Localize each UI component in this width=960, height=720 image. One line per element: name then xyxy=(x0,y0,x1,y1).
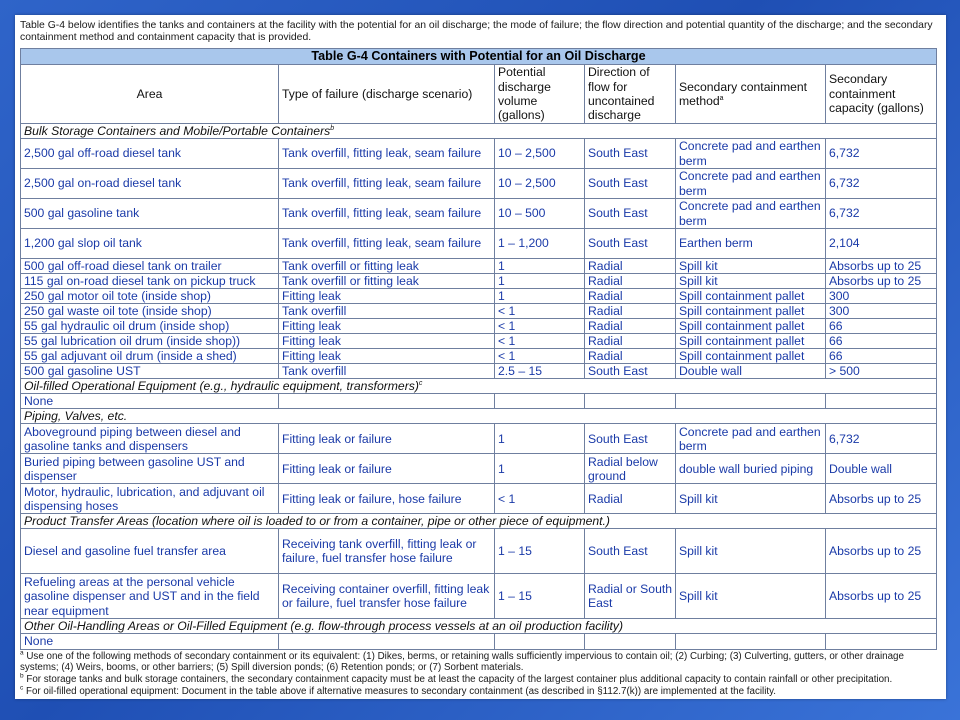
table-row xyxy=(21,349,937,364)
cell-method: Spill containment pallet xyxy=(676,319,826,334)
cell-capacity: 6,732 xyxy=(826,139,937,169)
footnote-text: For storage tanks and bulk storage containers, the secondary containment capacity must be at least the capacity of the largest container plus additional capacity to contain rainfall or other precipitation. xyxy=(23,674,893,685)
cell-failure: Fitting leak xyxy=(279,289,495,304)
cell-capacity: 6,732 xyxy=(826,169,937,199)
cell-method: Spill kit xyxy=(676,529,826,574)
cell-capacity: 66 xyxy=(826,349,937,364)
cell-volume: < 1 xyxy=(495,319,585,334)
cell-capacity: 2,104 xyxy=(826,229,937,259)
table-row xyxy=(21,274,937,289)
cell-method: Spill containment pallet xyxy=(676,349,826,364)
cell-volume: 1 xyxy=(495,454,585,484)
header-volume: Potential discharge volume (gallons) xyxy=(495,65,585,124)
footnote xyxy=(20,674,942,686)
cell-direction: Radial xyxy=(585,259,676,274)
cell-failure: Tank overfill xyxy=(279,304,495,319)
table-header-row xyxy=(21,65,937,124)
cell-method: Spill containment pallet xyxy=(676,334,826,349)
header-failure: Type of failure (discharge scenario) xyxy=(279,65,495,124)
section-title xyxy=(21,409,937,424)
cell-failure: Fitting leak xyxy=(279,349,495,364)
cell-direction: Radial xyxy=(585,289,676,304)
cell-volume: 1 – 15 xyxy=(495,529,585,574)
section-title-text: Bulk Storage Containers and Mobile/Portable Containers xyxy=(24,124,331,138)
section-footnote-mark: b xyxy=(330,124,335,132)
cell-volume: < 1 xyxy=(495,349,585,364)
header-method-text: Secondary containment method xyxy=(679,79,808,108)
cell-failure: Fitting leak or failure xyxy=(279,454,495,484)
header-capacity: Secondary containment capacity (gallons) xyxy=(826,65,937,124)
cell-capacity: Absorbs up to 25 xyxy=(826,274,937,289)
cell-failure: Tank overfill, fitting leak, seam failure xyxy=(279,139,495,169)
cell-direction: South East xyxy=(585,529,676,574)
cell-volume: < 1 xyxy=(495,484,585,514)
table-row xyxy=(21,529,937,574)
cell-direction: South East xyxy=(585,199,676,229)
cell-failure: Fitting leak or failure xyxy=(279,424,495,454)
cell-area: None xyxy=(21,394,279,409)
cell-failure: Tank overfill, fitting leak, seam failure xyxy=(279,199,495,229)
cell-area: Buried piping between gasoline UST and dispenser xyxy=(21,454,279,484)
cell-direction: Radial below ground xyxy=(585,454,676,484)
table-row xyxy=(21,484,937,514)
table-row xyxy=(21,259,937,274)
footnote-mark: c xyxy=(20,684,24,692)
cell-method: Double wall xyxy=(676,364,826,379)
cell-direction: Radial or South East xyxy=(585,574,676,619)
table-row xyxy=(21,424,937,454)
header-method xyxy=(676,65,826,124)
footnote-mark: a xyxy=(20,649,24,657)
footnotes xyxy=(20,651,942,697)
cell-direction: Radial xyxy=(585,334,676,349)
cell-area: 115 gal on-road diesel tank on pickup truck xyxy=(21,274,279,289)
cell-direction: Radial xyxy=(585,484,676,514)
cell-failure: Fitting leak xyxy=(279,319,495,334)
cell-failure: Fitting leak xyxy=(279,334,495,349)
cell-failure: Tank overfill xyxy=(279,364,495,379)
cell-area: 500 gal off-road diesel tank on trailer xyxy=(21,259,279,274)
cell-volume: < 1 xyxy=(495,304,585,319)
cell-capacity: 66 xyxy=(826,334,937,349)
cell-area: 55 gal lubrication oil drum (inside shop)) xyxy=(21,334,279,349)
cell-capacity: Double wall xyxy=(826,454,937,484)
table-row xyxy=(21,199,937,229)
section-title xyxy=(21,619,937,634)
cell-volume: 10 – 500 xyxy=(495,199,585,229)
cell-method: Spill containment pallet xyxy=(676,304,826,319)
document-page xyxy=(15,15,946,699)
cell-capacity: 300 xyxy=(826,304,937,319)
cell-failure: Receiving container overfill, fitting leak or failure, fuel transfer hose failure xyxy=(279,574,495,619)
cell-direction: South East xyxy=(585,169,676,199)
cell-failure: Tank overfill, fitting leak, seam failure xyxy=(279,229,495,259)
cell-capacity: Absorbs up to 25 xyxy=(826,484,937,514)
cell-capacity xyxy=(826,634,937,649)
cell-area: 500 gal gasoline tank xyxy=(21,199,279,229)
section-title-text: Piping, Valves, etc. xyxy=(24,409,128,424)
section-row xyxy=(21,514,937,529)
cell-method: Spill kit xyxy=(676,574,826,619)
cell-method: Spill kit xyxy=(676,259,826,274)
section-row xyxy=(21,619,937,634)
cell-failure: Fitting leak or failure, hose failure xyxy=(279,484,495,514)
cell-volume: 1 xyxy=(495,274,585,289)
cell-failure xyxy=(279,394,495,409)
table-caption: Table G-4 Containers with Potential for an Oil Discharge xyxy=(21,49,937,65)
cell-direction: South East xyxy=(585,229,676,259)
section-row xyxy=(21,124,937,139)
footnote-text: Use one of the following methods of secondary containment or its equivalent: (1) Dikes, berms, or retaining walls sufficiently impervious to contain oil; (2) Curbing; (3) Culverting, gutters, or other drainage systems; (4) Weirs, booms, or other barriers; (5) Spill diversion ponds; (6) Retention ponds; or (7) Sorbent materials. xyxy=(20,650,904,674)
footnote-mark: b xyxy=(20,672,24,680)
cell-volume: 10 – 2,500 xyxy=(495,169,585,199)
cell-capacity: Absorbs up to 25 xyxy=(826,529,937,574)
cell-failure xyxy=(279,634,495,649)
cell-method: Earthen berm xyxy=(676,229,826,259)
intro-paragraph: Table G-4 below identifies the tanks and containers at the facility with the potential for an oil discharge; the mode of failure; the flow direction and potential quantity of the discharge; and the secondary containment method and containment capacity that is provided. xyxy=(20,20,933,43)
cell-failure: Receiving tank overfill, fitting leak or failure, fuel transfer hose failure xyxy=(279,529,495,574)
cell-volume xyxy=(495,394,585,409)
cell-direction: Radial xyxy=(585,304,676,319)
section-title xyxy=(21,124,937,139)
cell-volume: 1 xyxy=(495,289,585,304)
cell-direction xyxy=(585,394,676,409)
section-title-text: Product Transfer Areas (location where oil is loaded to or from a container, pipe or other piece of equipment.) xyxy=(24,514,610,529)
table-row xyxy=(21,364,937,379)
table-row xyxy=(21,304,937,319)
cell-capacity: Absorbs up to 25 xyxy=(826,259,937,274)
cell-volume: 1 xyxy=(495,424,585,454)
cell-capacity xyxy=(826,394,937,409)
table-row xyxy=(21,334,937,349)
cell-area: None xyxy=(21,634,279,649)
cell-volume: 1 – 15 xyxy=(495,574,585,619)
cell-area: Motor, hydraulic, lubrication, and adjuvant oil dispensing hoses xyxy=(21,484,279,514)
cell-volume: < 1 xyxy=(495,334,585,349)
cell-volume xyxy=(495,634,585,649)
cell-direction: Radial xyxy=(585,319,676,334)
cell-method xyxy=(676,634,826,649)
cell-direction: Radial xyxy=(585,349,676,364)
cell-area: 2,500 gal on-road diesel tank xyxy=(21,169,279,199)
cell-capacity: 6,732 xyxy=(826,424,937,454)
cell-volume: 1 xyxy=(495,259,585,274)
cell-area: 55 gal hydraulic oil drum (inside shop) xyxy=(21,319,279,334)
cell-area: 250 gal motor oil tote (inside shop) xyxy=(21,289,279,304)
cell-area: 250 gal waste oil tote (inside shop) xyxy=(21,304,279,319)
cell-method: double wall buried piping xyxy=(676,454,826,484)
section-title-text: Oil-filled Operational Equipment (e.g., hydraulic equipment, transformers) xyxy=(24,379,419,393)
table-row xyxy=(21,574,937,619)
table-row xyxy=(21,454,937,484)
cell-capacity: 6,732 xyxy=(826,199,937,229)
table-row xyxy=(21,169,937,199)
cell-capacity: > 500 xyxy=(826,364,937,379)
cell-capacity: 66 xyxy=(826,319,937,334)
header-method-footnote-mark: a xyxy=(719,94,724,102)
section-title xyxy=(21,514,937,529)
cell-volume: 10 – 2,500 xyxy=(495,139,585,169)
table-row xyxy=(21,229,937,259)
section-title-text: Other Oil-Handling Areas or Oil-Filled Equipment (e.g. flow-through process vessels at an oil production facility) xyxy=(24,619,624,634)
header-direction: Direction of flow for uncontained discharge xyxy=(585,65,676,124)
section-row xyxy=(21,409,937,424)
cell-direction: South East xyxy=(585,139,676,169)
cell-method: Concrete pad and earthen berm xyxy=(676,424,826,454)
cell-area: 55 gal adjuvant oil drum (inside a shed) xyxy=(21,349,279,364)
table-row xyxy=(21,319,937,334)
cell-volume: 2.5 – 15 xyxy=(495,364,585,379)
footnote-text: For oil-filled operational equipment: Document in the table above if alternative measures to secondary containment (as described in §112.7(k)) are implemented at the facility. xyxy=(23,685,777,697)
cell-capacity: Absorbs up to 25 xyxy=(826,574,937,619)
footnote xyxy=(20,651,942,674)
cell-method: Spill kit xyxy=(676,274,826,289)
section-footnote-mark: c xyxy=(418,379,423,387)
cell-area: 1,200 gal slop oil tank xyxy=(21,229,279,259)
cell-method: Concrete pad and earthen berm xyxy=(676,169,826,199)
table-row xyxy=(21,394,937,409)
table-row xyxy=(21,139,937,169)
cell-area: 500 gal gasoline UST xyxy=(21,364,279,379)
cell-area: 2,500 gal off-road diesel tank xyxy=(21,139,279,169)
cell-volume: 1 – 1,200 xyxy=(495,229,585,259)
cell-direction: South East xyxy=(585,364,676,379)
cell-failure: Tank overfill, fitting leak, seam failure xyxy=(279,169,495,199)
cell-failure: Tank overfill or fitting leak xyxy=(279,259,495,274)
header-area: Area xyxy=(21,65,279,124)
cell-method: Concrete pad and earthen berm xyxy=(676,199,826,229)
table-row xyxy=(21,634,937,649)
cell-area: Refueling areas at the personal vehicle gasoline dispenser and UST and in the field near equipment xyxy=(21,574,279,619)
cell-direction xyxy=(585,634,676,649)
cell-method: Concrete pad and earthen berm xyxy=(676,139,826,169)
cell-direction: Radial xyxy=(585,274,676,289)
section-title xyxy=(21,379,937,394)
footnote xyxy=(20,686,942,698)
cell-area: Diesel and gasoline fuel transfer area xyxy=(21,529,279,574)
cell-direction: South East xyxy=(585,424,676,454)
cell-failure: Tank overfill or fitting leak xyxy=(279,274,495,289)
cell-capacity: 300 xyxy=(826,289,937,304)
cell-method: Spill containment pallet xyxy=(676,289,826,304)
containers-table xyxy=(20,48,937,650)
table-row xyxy=(21,289,937,304)
section-row xyxy=(21,379,937,394)
cell-method: Spill kit xyxy=(676,484,826,514)
cell-area: Aboveground piping between diesel and gasoline tanks and dispensers xyxy=(21,424,279,454)
cell-method xyxy=(676,394,826,409)
